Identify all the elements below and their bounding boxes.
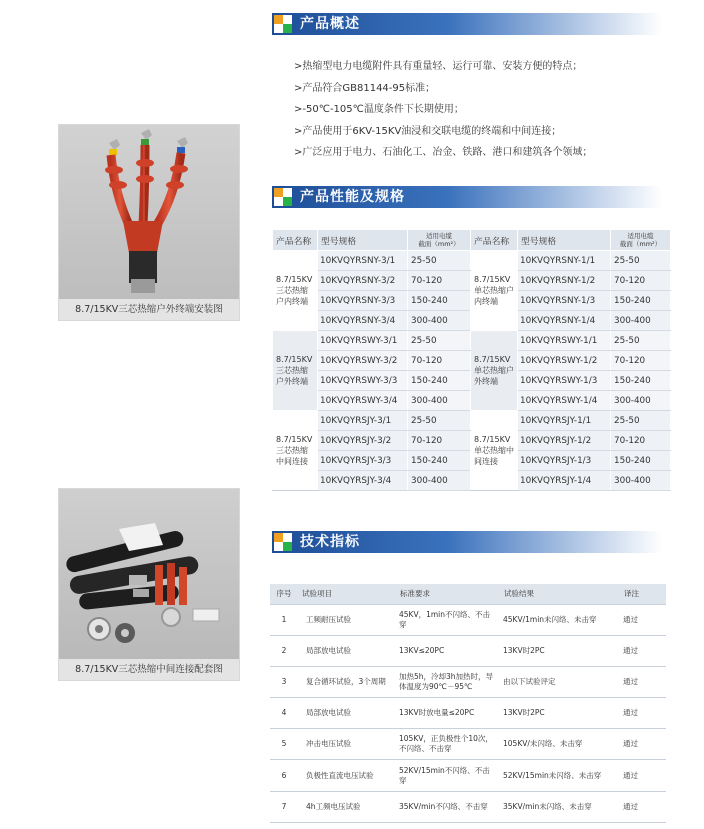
section-cell: 25-50 bbox=[611, 331, 671, 351]
spec-header-name: 产品名称 bbox=[471, 230, 518, 251]
row-no: 5 bbox=[270, 729, 298, 760]
section-cell: 300-400 bbox=[611, 391, 671, 411]
section-cell: 150-240 bbox=[408, 371, 471, 391]
tech-header-item: 试验项目 bbox=[298, 584, 396, 604]
spec-header-model: 型号规格 bbox=[518, 230, 611, 251]
model-cell: 10KVQYRSNY-3/4 bbox=[318, 311, 408, 331]
model-cell: 10KVQYRSJY-3/3 bbox=[318, 451, 408, 471]
spec-title: 产品性能及规格 bbox=[300, 189, 405, 205]
model-cell: 10KVQYRSJY-3/1 bbox=[318, 411, 408, 431]
standard-cell: 加热5h，冷却3h加热时，导体温度为90℃－95℃ bbox=[396, 666, 500, 697]
result-cell: 45KV/1min未闪络、未击穿 bbox=[500, 604, 620, 635]
tech-header-no: 序号 bbox=[270, 584, 298, 604]
row-no: 7 bbox=[270, 791, 298, 822]
model-cell: 10KVQYRSWY-3/1 bbox=[318, 331, 408, 351]
row-no: 3 bbox=[270, 666, 298, 697]
overview-section-header bbox=[272, 13, 662, 35]
model-cell: 10KVQYRSWY-3/3 bbox=[318, 371, 408, 391]
test-item: 4h工频电压试验 bbox=[298, 791, 396, 822]
table-row bbox=[270, 666, 666, 697]
product-name: 8.7/15KV三芯热缩户内终端 bbox=[273, 251, 318, 331]
section-cell: 70-120 bbox=[611, 271, 671, 291]
section-cell: 25-50 bbox=[611, 411, 671, 431]
result-cell: 35KV/min未闪络、未击穿 bbox=[500, 791, 620, 822]
test-item: 局部放电试验 bbox=[298, 698, 396, 729]
note-cell: 通过 bbox=[620, 729, 666, 760]
standard-cell: 35KV/min不闪络、不击穿 bbox=[396, 791, 500, 822]
note-cell: 通过 bbox=[620, 666, 666, 697]
standard-cell: 105KV，正负极性个10次，不闪络、不击穿 bbox=[396, 729, 500, 760]
row-no: 6 bbox=[270, 760, 298, 791]
tech-header-result: 试验结果 bbox=[500, 584, 620, 604]
panel1-caption: 8.7/15KV三芯热缩户外终端安装图 bbox=[59, 299, 239, 320]
result-cell: 由以下试验评定 bbox=[500, 666, 620, 697]
test-item: 工频耐压试验 bbox=[298, 604, 396, 635]
model-cell: 10KVQYRSWY-3/2 bbox=[318, 351, 408, 371]
section-cell: 150-240 bbox=[611, 451, 671, 471]
row-no: 4 bbox=[270, 698, 298, 729]
note-cell: 通过 bbox=[620, 760, 666, 791]
section-mark-icon bbox=[272, 186, 294, 208]
tech-header-row bbox=[270, 584, 666, 604]
model-cell: 10KVQYRSWY-3/4 bbox=[318, 391, 408, 411]
tech-header-note: 译注 bbox=[620, 584, 666, 604]
spec-section-header bbox=[272, 186, 662, 208]
section-cell: 150-240 bbox=[611, 371, 671, 391]
section-cell: 300-400 bbox=[408, 471, 471, 491]
overview-item: >产品使用于6KV-15KV油浸和交联电缆的终端和中间连接； bbox=[294, 125, 562, 137]
section-cell: 70-120 bbox=[408, 431, 471, 451]
table-row bbox=[273, 331, 671, 351]
panel2-caption: 8.7/15KV三芯热缩中间连接配套图 bbox=[59, 659, 239, 680]
product-name: 8.7/15KV三芯热缩中间连接 bbox=[273, 411, 318, 491]
section-cell: 70-120 bbox=[408, 351, 471, 371]
model-cell: 10KVQYRSWY-1/2 bbox=[518, 351, 611, 371]
overview-title: 产品概述 bbox=[300, 16, 360, 32]
result-cell: 52KV/15min未闪络、未击穿 bbox=[500, 760, 620, 791]
result-cell: 13KV时2PC bbox=[500, 635, 620, 666]
model-cell: 10KVQYRSNY-3/3 bbox=[318, 291, 408, 311]
termination-photo-panel bbox=[58, 124, 240, 321]
product-name: 8.7/15KV单芯热缩户外终端 bbox=[471, 331, 518, 411]
row-no: 1 bbox=[270, 604, 298, 635]
section-cell: 150-240 bbox=[408, 291, 471, 311]
section-cell: 300-400 bbox=[611, 471, 671, 491]
standard-cell: 13KV≤20PC bbox=[396, 635, 500, 666]
table-row bbox=[273, 411, 671, 431]
model-cell: 10KVQYRSWY-1/1 bbox=[518, 331, 611, 351]
table-row bbox=[270, 791, 666, 822]
spec-header-row bbox=[273, 230, 671, 251]
model-cell: 10KVQYRSWY-1/4 bbox=[518, 391, 611, 411]
model-cell: 10KVQYRSNY-1/4 bbox=[518, 311, 611, 331]
section-cell: 300-400 bbox=[611, 311, 671, 331]
spec-header-section: 适用电缆 截面（mm²） bbox=[408, 230, 471, 251]
spec-table bbox=[272, 229, 671, 491]
spec-header-name: 产品名称 bbox=[273, 230, 318, 251]
note-cell: 通过 bbox=[620, 791, 666, 822]
model-cell: 10KVQYRSJY-3/4 bbox=[318, 471, 408, 491]
model-cell: 10KVQYRSJY-3/2 bbox=[318, 431, 408, 451]
table-row bbox=[270, 698, 666, 729]
standard-cell: 45KV，1min不闪络、不击穿 bbox=[396, 604, 500, 635]
overview-item: >产品符合GB81144-95标准； bbox=[294, 82, 436, 94]
row-no: 2 bbox=[270, 635, 298, 666]
model-cell: 10KVQYRSNY-1/2 bbox=[518, 271, 611, 291]
section-mark-icon bbox=[272, 13, 294, 35]
test-item: 冲击电压试验 bbox=[298, 729, 396, 760]
joint-kit-illustration bbox=[59, 489, 239, 659]
note-cell: 通过 bbox=[620, 698, 666, 729]
table-row bbox=[270, 729, 666, 760]
result-cell: 105KV/未闪络、未击穿 bbox=[500, 729, 620, 760]
test-item: 复合循环试验，3个周期 bbox=[298, 666, 396, 697]
section-cell: 300-400 bbox=[408, 311, 471, 331]
table-row bbox=[273, 251, 671, 271]
overview-item: >-50℃-105℃温度条件下长期使用； bbox=[294, 104, 464, 115]
model-cell: 10KVQYRSJY-1/1 bbox=[518, 411, 611, 431]
test-item: 负极性直流电压试验 bbox=[298, 760, 396, 791]
note-cell: 通过 bbox=[620, 635, 666, 666]
section-cell: 25-50 bbox=[408, 331, 471, 351]
result-cell: 13KV时2PC bbox=[500, 698, 620, 729]
section-mark-icon bbox=[272, 531, 294, 553]
section-cell: 300-400 bbox=[408, 391, 471, 411]
termination-photo bbox=[59, 125, 239, 299]
cable-termination-illustration bbox=[59, 125, 239, 299]
section-cell: 70-120 bbox=[611, 431, 671, 451]
overview-item: >热缩型电力电缆附件具有重量轻、运行可靠、安装方便的特点； bbox=[294, 61, 583, 72]
model-cell: 10KVQYRSNY-1/1 bbox=[518, 251, 611, 271]
model-cell: 10KVQYRSJY-1/3 bbox=[518, 451, 611, 471]
spec-header-section: 适用电缆 截面（mm²） bbox=[611, 230, 671, 251]
table-row bbox=[270, 635, 666, 666]
section-cell: 70-120 bbox=[408, 271, 471, 291]
standard-cell: 13KV时放电量≤20PC bbox=[396, 698, 500, 729]
spec-header-model: 型号规格 bbox=[318, 230, 408, 251]
table-row bbox=[270, 760, 666, 791]
section-cell: 150-240 bbox=[611, 291, 671, 311]
section-cell: 25-50 bbox=[408, 251, 471, 271]
standard-cell: 52KV/15min不闪络、不击穿 bbox=[396, 760, 500, 791]
product-name: 8.7/15KV单芯热缩户内终端 bbox=[471, 251, 518, 331]
product-name: 8.7/15KV单芯热缩中间连接 bbox=[471, 411, 518, 491]
table-row bbox=[270, 604, 666, 635]
tech-header-standard: 标准要求 bbox=[396, 584, 500, 604]
product-name: 8.7/15KV三芯热缩户外终端 bbox=[273, 331, 318, 411]
tech-section-header bbox=[272, 531, 662, 553]
section-cell: 70-120 bbox=[611, 351, 671, 371]
model-cell: 10KVQYRSJY-1/2 bbox=[518, 431, 611, 451]
model-cell: 10KVQYRSWY-1/3 bbox=[518, 371, 611, 391]
section-cell: 25-50 bbox=[611, 251, 671, 271]
model-cell: 10KVQYRSNY-1/3 bbox=[518, 291, 611, 311]
joint-kit-photo-panel bbox=[58, 488, 240, 681]
overview-item: >广泛应用于电力、石油化工、冶金、铁路、港口和建筑各个领域； bbox=[294, 147, 593, 158]
section-cell: 150-240 bbox=[408, 451, 471, 471]
section-cell: 25-50 bbox=[408, 411, 471, 431]
tech-title: 技术指标 bbox=[300, 534, 360, 550]
test-item: 局部放电试验 bbox=[298, 635, 396, 666]
model-cell: 10KVQYRSNY-3/1 bbox=[318, 251, 408, 271]
model-cell: 10KVQYRSNY-3/2 bbox=[318, 271, 408, 291]
model-cell: 10KVQYRSJY-1/4 bbox=[518, 471, 611, 491]
tech-table bbox=[270, 584, 666, 823]
note-cell: 通过 bbox=[620, 604, 666, 635]
overview-list bbox=[294, 56, 694, 164]
joint-kit-photo bbox=[59, 489, 239, 659]
